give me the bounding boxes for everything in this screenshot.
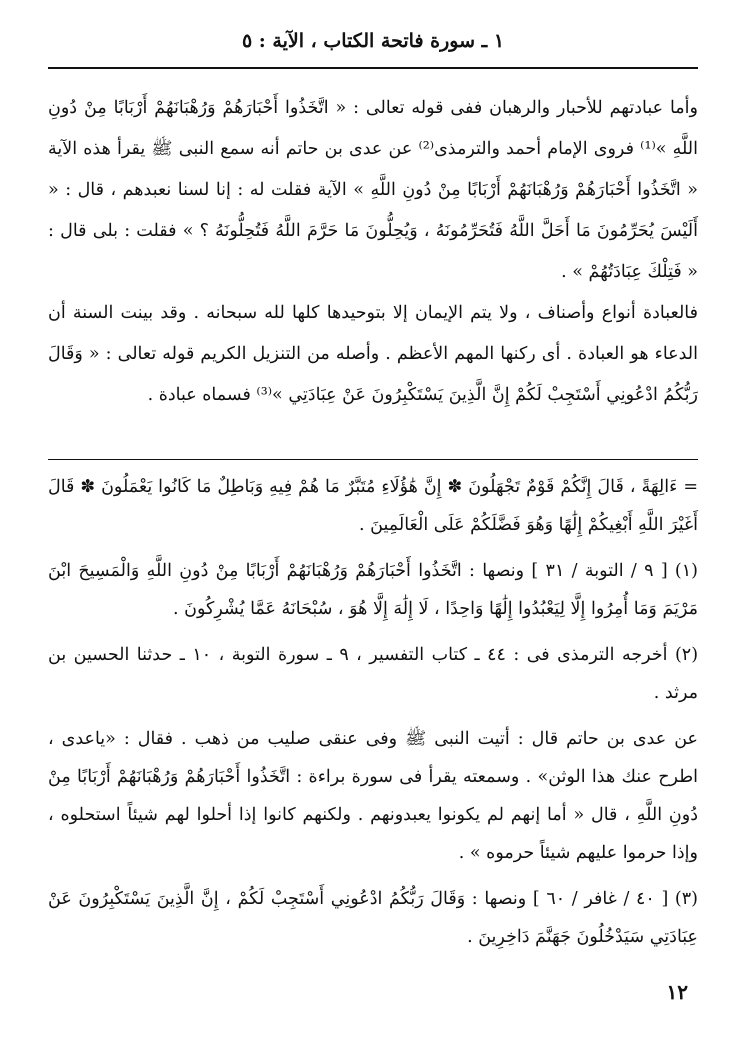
main-text xyxy=(48,88,698,416)
footnote-2: (٢) أخرجه الترمذى فى : ٤٤ ـ كتاب التفسير ، ٩ ـ سورة التوبة ، ١٠ ـ حدثنا الحسين بن مرثد . xyxy=(48,645,699,703)
book-page xyxy=(48,22,698,1052)
footnotes xyxy=(48,468,698,964)
footnote-continuation: = ءَالِهَةً ، قَالَ إِنَّكُمْ قَوْمٌ تَجْهَلُونَ ✽ إِنَّ هَٰؤُلَاءِ مُتَبَّرٌ مَا هُمْ فِيهِ وَبَاطِلٌ مَا كَانُوا يَعْمَلُونَ ✽ قَالَ أَغَيْرَ اللَّهِ أَبْغِيكُمْ إِلَٰهًا وَهُوَ فَضَّلَكُمْ عَلَى الْعَالَمِينَ . xyxy=(48,477,698,535)
footnote-1: (١) [ ٩ / التوبة / ٣١ ] ونصها : اتَّخَذُوا أَحْبَارَهُمْ وَرُهْبَانَهُمْ أَرْبَابًا مِنْ دُونِ اللَّهِ وَالْمَسِيحَ ابْنَ مَرْيَمَ وَمَا أُمِرُوا إِلَّا لِيَعْبُدُوا إِلَٰهًا وَاحِدًا ، لَا إِلَٰهَ إِلَّا هُوَ ، سُبْحَانَهُ عَمَّا يُشْرِكُونَ . xyxy=(48,561,698,619)
footnote-rule xyxy=(48,459,698,460)
footnote-2-hadith: عن عدى بن حاتم قال : أتيت النبى ﷺ وفى عنقى صليب من ذهب . فقال : «ياعدى ، اطرح عنك هذا الوثن» . وسمعته يقرأ فى سورة براءة : اتَّخَذُوا أَحْبَارَهُمْ وَرُهْبَانَهُمْ أَرْبَابًا مِنْ دُونِ اللَّهِ ، قال « أما إنهم لم يكونوا يعبدونهم . ولكنهم كانوا إذا أحلوا لهم شيئاً استحلوه ، وإذا حرموا عليهم شيئاً حرموه » . xyxy=(48,729,698,863)
header-rule xyxy=(48,67,698,69)
running-head: ١ ـ سورة فاتحة الكتاب ، الآية : ٥ xyxy=(241,30,505,52)
body-paragraph: فالعبادة أنواع وأصناف ، ولا يتم الإيمان إلا بتوحيدها كلها لله سبحانه . وقد بينت السنة أن الدعاء هو العبادة . أى ركنها المهم الأعظم . وأصله من التنزيل الكريم قوله تعالى : « وَقَالَ رَبُّكُمُ ادْعُونِي أَسْتَجِبْ لَكُمْ إِنَّ الَّذِينَ يَسْتَكْبِرُونَ عَنْ عِبَادَتِي »⁽³⁾ فسماه عبادة . xyxy=(48,303,698,405)
page-number: ١٢ xyxy=(666,980,688,1004)
body-paragraph: وأما عبادتهم للأحبار والرهبان ففى قوله تعالى : « اتَّخَذُوا أَحْبَارَهُمْ وَرُهْبَانَهُمْ أَرْبَابًا مِنْ دُونِ اللَّهِ »⁽¹⁾ فروى الإمام أحمد والترمذى⁽²⁾ عن عدى بن حاتم أنه سمع النبى ﷺ يقرأ هذه الآية « اتَّخَذُوا أَحْبَارَهُمْ وَرُهْبَانَهُمْ أَرْبَابًا مِنْ دُونِ اللَّهِ » الآية فقلت له : إنا لسنا نعبدهم ، قال : « أَلَيْسَ يُحَرِّمُونَ مَا أَحَلَّ اللَّهُ فَتُحَرِّمُونَهُ ، وَيُحِلُّونَ مَا حَرَّمَ اللَّهُ فَتُحِلُّونَهُ ؟ » فقلت : بلى قال : « فَتِلْكَ عِبَادَتُهُمْ » . xyxy=(48,98,698,282)
footnote-3: (٣) [ ٤٠ / غافر / ٦٠ ] ونصها : وَقَالَ رَبُّكُمُ ادْعُونِي أَسْتَجِبْ لَكُمْ ، إِنَّ الَّذِينَ يَسْتَكْبِرُونَ عَنْ عِبَادَتِي سَيَدْخُلُونَ جَهَنَّمَ دَاخِرِينَ . xyxy=(48,889,698,947)
